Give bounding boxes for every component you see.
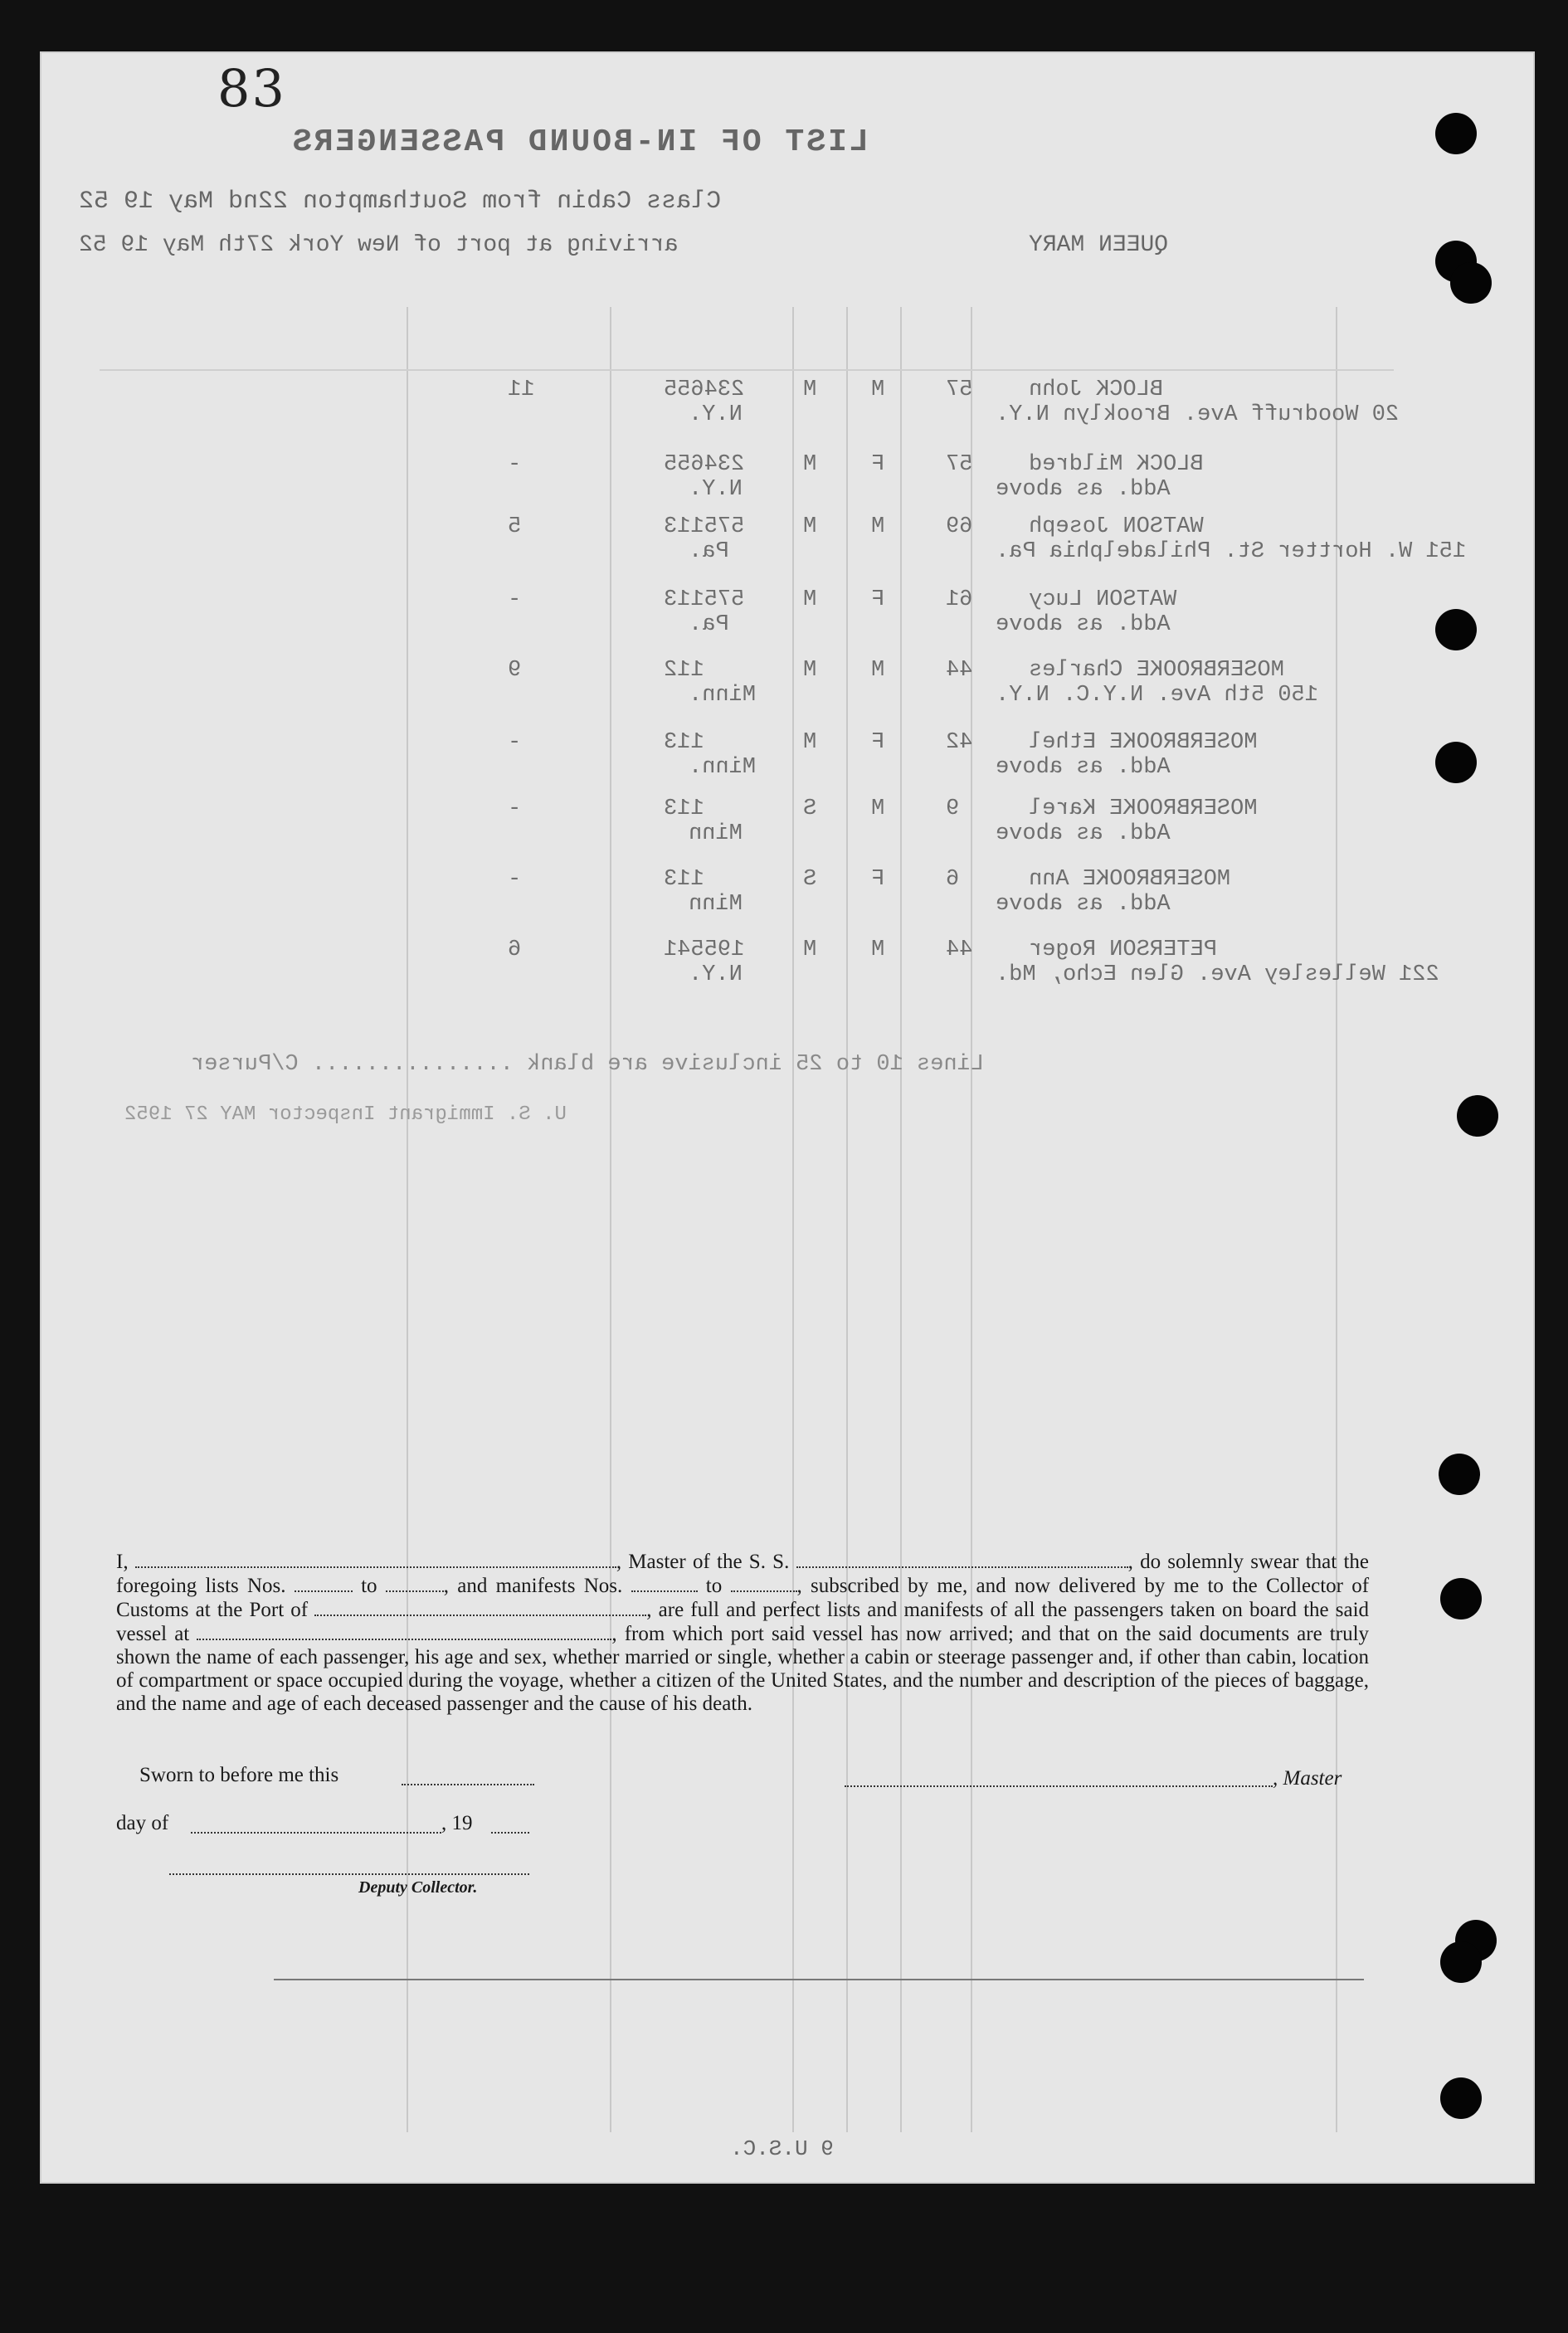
- column-rule: [407, 307, 408, 2132]
- sworn-label: Sworn to before me this: [139, 1764, 339, 1786]
- passenger-sex: M: [871, 658, 885, 683]
- passenger-passport-number: 575113: [664, 587, 745, 612]
- passenger-marital-status: M: [803, 514, 817, 539]
- manifest-from-blank: [631, 1574, 698, 1592]
- departure-port-blank: [197, 1622, 611, 1640]
- master-signature-blank: [845, 1784, 1273, 1787]
- manifest-to-blank: [731, 1574, 797, 1592]
- passenger-marital-status: M: [803, 730, 817, 755]
- passenger-state: Pa.: [689, 539, 729, 564]
- passenger-passport-number: 575113: [664, 514, 745, 539]
- passenger-name: WATSON Lucy: [1029, 587, 1177, 612]
- passenger-name: WATSON Joseph: [1029, 514, 1204, 539]
- passenger-address: Add. as above: [996, 892, 1171, 917]
- port-blank: [314, 1598, 646, 1616]
- passenger-marital-status: S: [803, 867, 817, 892]
- passenger-age: 57: [946, 452, 973, 477]
- passenger-sex: M: [871, 514, 885, 539]
- binder-hole: [1435, 742, 1477, 783]
- passenger-name: BLOCK Mildred: [1029, 452, 1204, 477]
- binder-hole: [1435, 609, 1477, 650]
- passenger-passport-number: 195541: [664, 938, 745, 962]
- passenger-passport-number: 113: [664, 730, 704, 755]
- passenger-marital-status: M: [803, 658, 817, 683]
- passenger-marital-status: M: [803, 452, 817, 477]
- passenger-baggage-pieces: 11: [508, 377, 535, 402]
- list-title: LIST OF IN-BOUND PASSENGERS: [290, 124, 869, 160]
- sworn-date-blank: [402, 1782, 534, 1785]
- column-rule: [846, 307, 848, 2132]
- bottom-rule: [274, 1979, 1364, 1980]
- passenger-baggage-pieces: 5: [508, 514, 522, 539]
- oath-text: to: [361, 1575, 377, 1597]
- binder-hole: [1435, 113, 1477, 154]
- passenger-address: Add. as above: [996, 821, 1171, 846]
- passenger-baggage-pieces: 6: [508, 938, 522, 962]
- deputy-signature-blank: [169, 1872, 529, 1875]
- passenger-age: 57: [946, 377, 973, 402]
- passenger-state: Minn.: [689, 683, 757, 708]
- list-to-blank: [386, 1574, 444, 1592]
- oath-text: to: [705, 1575, 723, 1597]
- passenger-address: 20 Woodruff Ave. Brooklyn N.Y.: [996, 402, 1400, 427]
- passenger-sex: F: [871, 587, 885, 612]
- column-rule: [610, 307, 611, 2132]
- oath-text: , are full and perfect lists and manifests of all the passengers taken on board the said vessel at: [116, 1599, 1370, 1645]
- day-of-label: day of: [116, 1812, 169, 1834]
- binder-hole: [1440, 1941, 1482, 1983]
- passenger-address: Add. as above: [996, 477, 1171, 502]
- year-blank: [491, 1830, 529, 1834]
- passenger-baggage-pieces: -: [508, 452, 522, 477]
- passenger-name: BLOCK John: [1029, 377, 1164, 402]
- passenger-sex: F: [871, 452, 885, 477]
- passenger-address: Add. as above: [996, 755, 1171, 780]
- passenger-passport-number: 112: [664, 658, 704, 683]
- passenger-passport-number: 113: [664, 796, 704, 821]
- master-name-blank: [135, 1550, 616, 1568]
- passenger-address: 221 Wellesley Ave. Glen Echo, Md.: [996, 962, 1439, 987]
- binder-hole: [1450, 262, 1492, 304]
- inspector-stamp: U. S. Immigrant Inspector MAY 27 1952: [124, 1103, 567, 1126]
- passenger-marital-status: M: [803, 587, 817, 612]
- passenger-age: 42: [946, 730, 973, 755]
- day-of-blank: [191, 1830, 441, 1834]
- passenger-name: MOSERBROOKE Ethel: [1029, 730, 1258, 755]
- passenger-baggage-pieces: -: [508, 587, 522, 612]
- passenger-passport-number: 234655: [664, 377, 745, 402]
- passenger-address: Add. as above: [996, 612, 1171, 637]
- passenger-marital-status: S: [803, 796, 817, 821]
- blank-lines-note: Lines 10 to 25 inclusive are blank ............... C/Purser: [191, 1052, 984, 1077]
- binder-hole: [1440, 2077, 1482, 2119]
- passenger-baggage-pieces: 9: [508, 658, 522, 683]
- arrival-line: arriving at port of New York 27th May 19 52: [79, 232, 679, 258]
- oath-text: I,: [116, 1551, 129, 1573]
- passenger-state: Minn: [689, 892, 743, 917]
- oath-paragraph: [116, 1550, 1369, 1716]
- column-rule: [971, 307, 972, 2132]
- header-rule: [100, 369, 1394, 371]
- passenger-baggage-pieces: -: [508, 730, 522, 755]
- passenger-age: 61: [946, 587, 973, 612]
- passenger-baggage-pieces: -: [508, 796, 522, 821]
- passenger-sex: M: [871, 377, 885, 402]
- passenger-name: MOSERBROOKE Ann: [1029, 867, 1231, 892]
- column-rule: [900, 307, 902, 2132]
- column-rule: [1336, 307, 1337, 2132]
- passenger-age: 44: [946, 938, 973, 962]
- passenger-state: N.Y.: [689, 962, 743, 987]
- passenger-state: N.Y.: [689, 402, 743, 427]
- passenger-address: 151 W. Hortter St. Philadelphia Pa.: [996, 539, 1467, 564]
- passenger-passport-number: 234655: [664, 452, 745, 477]
- oath-text: , from which port said vessel has now arrived; and that on the said documents are truly shown the name of each passenger, his age and sex, whether married or single, whether a cabin or steerage passenger and, if other than cabin, location of compartment or space occupied during the voyage, whether a citizen of the United States, and the number and description of the pieces of baggage, and the name and age of each deceased passenger and the cause of his death.: [116, 1623, 1370, 1715]
- passenger-state: Minn.: [689, 755, 757, 780]
- year-prefix: , 19: [441, 1812, 473, 1834]
- binder-hole: [1439, 1454, 1480, 1495]
- oath-text: , do solemnly swear that the foregoing lists Nos.: [116, 1551, 1369, 1597]
- binder-hole: [1457, 1095, 1498, 1137]
- passenger-passport-number: 113: [664, 867, 704, 892]
- passenger-name: MOSERBROOKE Charles: [1029, 658, 1284, 683]
- passenger-sex: M: [871, 938, 885, 962]
- passenger-address: 150 5th Ave. N.Y.C. N.Y.: [996, 683, 1318, 708]
- deputy-collector-label: Deputy Collector.: [358, 1878, 478, 1897]
- passenger-sex: F: [871, 867, 885, 892]
- passenger-age: 9: [946, 796, 960, 821]
- master-label: , Master: [1273, 1767, 1342, 1790]
- passenger-state: Minn: [689, 821, 743, 846]
- ship-name: QUEEN MARY: [1029, 232, 1169, 258]
- ship-name-blank: [796, 1550, 1128, 1568]
- passenger-state: Pa.: [689, 612, 729, 637]
- passenger-age: 44: [946, 658, 973, 683]
- class-departure-line: Class Cabin from Southampton 22nd May 19 52: [79, 188, 722, 216]
- passenger-baggage-pieces: -: [508, 867, 522, 892]
- passenger-sex: M: [871, 796, 885, 821]
- binder-hole: [1440, 1578, 1482, 1619]
- oath-text: , Master of the S. S.: [616, 1551, 790, 1573]
- passenger-marital-status: M: [803, 938, 817, 962]
- oath-text: , and manifests Nos.: [443, 1575, 623, 1597]
- passenger-marital-status: M: [803, 377, 817, 402]
- oath-text: , subscribed by me, and now delivered by me to the Collector of Customs at the Port of: [116, 1575, 1370, 1621]
- passenger-state: N.Y.: [689, 477, 743, 502]
- column-rule: [792, 307, 794, 2132]
- handwritten-page-number: 83: [217, 58, 286, 119]
- passenger-name: PETERSON Roger: [1029, 938, 1217, 962]
- passenger-age: 69: [946, 514, 973, 539]
- passenger-name: MOSERBROOKE Karel: [1029, 796, 1258, 821]
- footer-mark: 9 U.S.C.: [730, 2136, 834, 2161]
- passenger-sex: F: [871, 730, 885, 755]
- passenger-age: 6: [946, 867, 960, 892]
- list-from-blank: [295, 1574, 353, 1592]
